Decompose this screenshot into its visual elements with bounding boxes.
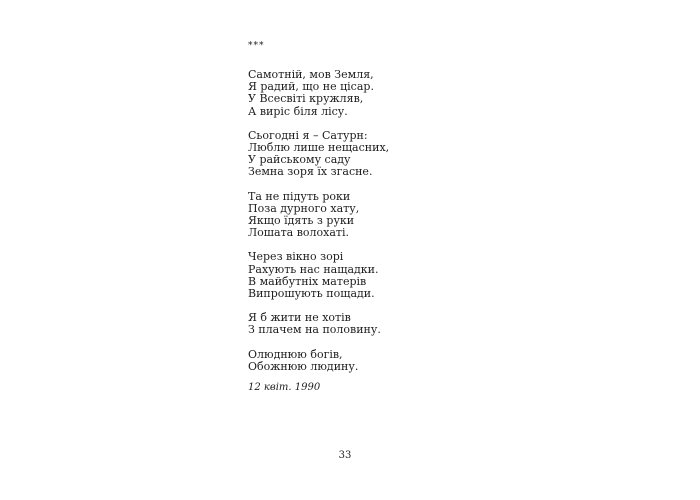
poem-line: Я б жити не хотів <box>248 311 351 325</box>
stanza <box>248 191 389 240</box>
section-ornament: *** <box>248 41 265 51</box>
poem-line: Обожнюю людину. <box>248 359 359 373</box>
poem-line: Я радий, що не цісар. <box>248 80 374 94</box>
poem <box>248 69 389 385</box>
poem-line: У Всесвіті кружляв, <box>248 92 364 106</box>
poem-line: У райському саду <box>248 153 351 167</box>
page-number: 33 <box>338 450 352 461</box>
poem-line: Земна зоря їх згасне. <box>248 165 373 179</box>
poem-line: В майбутніх матерів <box>248 274 367 288</box>
stanza <box>248 349 389 373</box>
page-number-container <box>0 450 700 462</box>
stanza <box>248 69 389 118</box>
poem-line: Олюднюю богів, <box>248 347 343 361</box>
poem-line: Самотній, мов Земля, <box>248 68 374 81</box>
poem-date: 12 квіт. 1990 <box>248 382 321 393</box>
poem-line: Та не підуть роки <box>248 189 351 203</box>
stanza <box>248 251 389 300</box>
poem-line: Люблю лише нещасних, <box>248 141 390 155</box>
poem-line: А виріс біля лісу. <box>248 104 348 118</box>
poem-line: Випрошують пощади. <box>248 287 375 301</box>
stanza <box>248 312 389 336</box>
poem-line: Лошата волохаті. <box>248 226 350 240</box>
poem-line: Сьогодні я – Сатурн: <box>248 128 368 142</box>
stanza <box>248 130 389 179</box>
poem-line: Через вікно зорі <box>248 250 344 264</box>
poem-line: З плачем на половину. <box>248 323 381 337</box>
poem-line: Поза дурного хату, <box>248 201 360 215</box>
poem-line: Якщо їдять з руки <box>248 214 355 228</box>
poem-line: Рахують нас нащадки. <box>248 262 379 276</box>
